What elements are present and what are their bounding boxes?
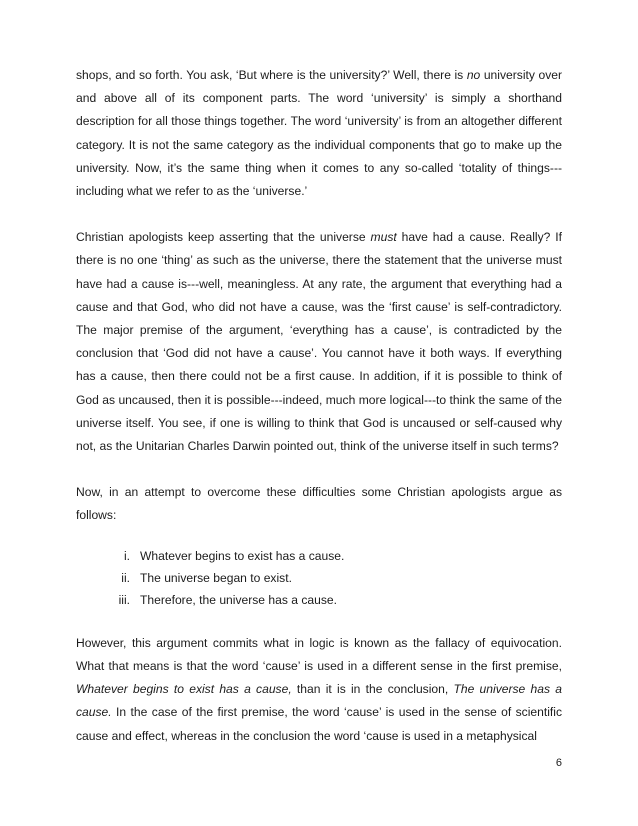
paragraph-argument-intro [76, 481, 562, 527]
text-run: than it is in the conclusion, [291, 682, 454, 697]
paragraph-university [76, 64, 562, 203]
premise-list [76, 545, 562, 612]
text-run-italic: must [370, 230, 397, 245]
paragraph-equivocation [76, 632, 562, 748]
text-run: In the case of the first premise, the word ‘cause’ is used in the sense of scientific cause and effect, whereas in the conclusion the word ‘cause is used in a metaphysical [76, 705, 562, 743]
text-run: Christian apologists keep asserting that the universe [76, 230, 371, 245]
text-run: shops, and so forth. You ask, ‘But where is the university?’ Well, there is [76, 68, 467, 82]
list-item-text: Therefore, the universe has a cause. [140, 593, 337, 608]
list-marker: ii. [121, 571, 130, 586]
text-run-italic: The universe has a cause. [76, 682, 562, 720]
paragraph-first-cause [76, 226, 562, 458]
list-item-text: Whatever begins to exist has a cause. [140, 548, 345, 563]
text-run: However, this argument commits what in logic is known as the fallacy of equivocation. What that means is that the word ‘cause’ is used in a different sense in the first premise, [76, 635, 562, 674]
list-marker: i. [123, 548, 130, 563]
text-run-italic: no [466, 68, 481, 82]
document-page [76, 64, 562, 771]
text-run-italic: Whatever begins to exist has a cause, [76, 682, 292, 697]
list-marker: iii. [118, 593, 130, 608]
list-item-text: The universe began to exist. [140, 571, 292, 586]
text-run: Now, in an attempt to overcome these difficulties some Christian apologists argue as follows: [76, 485, 562, 523]
page-number: 6 [555, 757, 562, 769]
list-item [108, 589, 562, 611]
text-run: have had a cause. Really? If there is no one ‘thing’ as such as the universe, there the statement that the universe must have had a cause is---well, meaningless. At any rate, the argument that everything had a cause and that God, who did not have a cause, was the ‘first cause’ is self-contradictory. The major premise of the argument, ‘everything has a cause’, is contradicted by the conclusion that ‘God did not have a cause’. You cannot have it both ways. If everything has a cause, then there could not be a first cause. In addition, if it is possible to think of God as uncaused, then it is possible---indeed, much more logical---to think the same of the universe itself. You see, if one is willing to think that God is uncaused or self-caused why not, as the Unitarian Charles Darwin pointed out, think of the universe itself in such terms? [76, 230, 562, 454]
list-item [108, 567, 562, 589]
list-item [108, 545, 562, 567]
text-run: university over and above all of its component parts. The word ‘university’ is simply a shorthand description for all those things together. The word ‘university’ is from an altogether different category. It is not the same category as the individual components that go to make up the university. Now, it’s the same thing when it comes to any so-called ‘totality of things---including what we refer to as the ‘universe.’ [76, 68, 563, 199]
